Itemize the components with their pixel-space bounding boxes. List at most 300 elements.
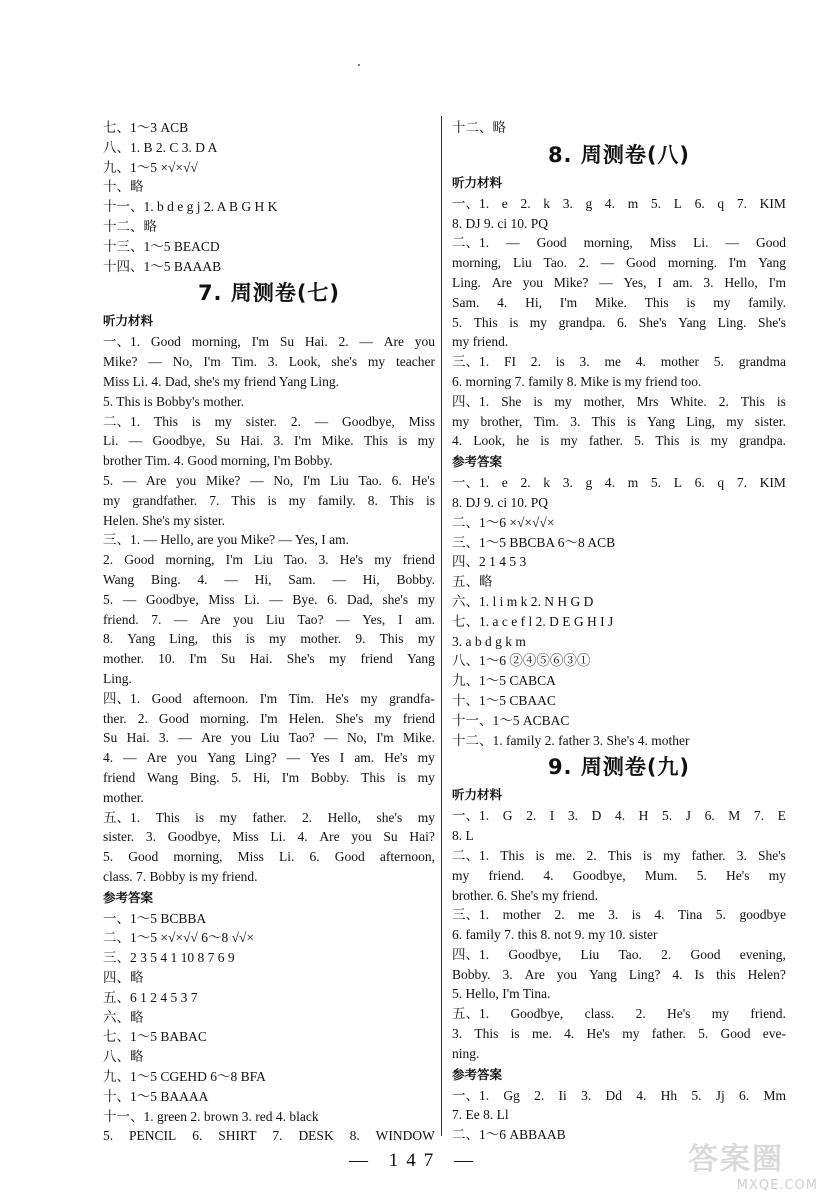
left-column [103, 118, 435, 1146]
word: you [175, 472, 197, 488]
text-line [452, 352, 786, 372]
text-line [452, 412, 786, 432]
word: Hi, [362, 571, 380, 587]
word: No, [172, 354, 193, 370]
word: my [328, 651, 347, 667]
word: Look, [288, 354, 321, 370]
word: my [417, 433, 435, 449]
text-line: brother Tim. 4. Good morning, I'm Bobby. [103, 453, 333, 469]
word: 6. [309, 849, 320, 865]
text-line [103, 610, 435, 630]
word: 五、1. [452, 1006, 490, 1022]
word: 7. [753, 808, 765, 824]
word: Goodbye, [152, 433, 206, 449]
word: 4. [614, 808, 626, 824]
word: 2. [520, 195, 531, 211]
word: family. [748, 294, 786, 310]
text-line [103, 808, 435, 828]
word: — [336, 611, 350, 627]
word: Miss [408, 413, 435, 429]
word: friend. [750, 1006, 786, 1022]
word: Liu [254, 552, 273, 568]
word: Dad, [346, 591, 373, 607]
text-line: 六、1. l i m k 2. N H G D [452, 593, 594, 609]
text-line [452, 313, 786, 333]
word: I'm [260, 710, 278, 726]
word: — [286, 750, 301, 766]
text-line: 三、1. — Hello, are you Mike? — Yes, I am. [103, 532, 349, 548]
word: Liu [260, 730, 280, 746]
word: 6. [327, 591, 338, 607]
word: He's [339, 552, 364, 568]
word: 5. [698, 1026, 709, 1042]
text-line: Helen. She's my sister. [103, 512, 226, 528]
word: — [506, 235, 520, 251]
word: my [417, 769, 435, 785]
word: 2. [578, 255, 589, 271]
text-line: 八、1～6 ②④⑤⑥③① [452, 653, 591, 669]
word: she's [331, 354, 358, 370]
word: I'm [225, 552, 244, 568]
word: my [417, 750, 435, 766]
word: Tina [677, 907, 703, 923]
word: Good [334, 849, 365, 865]
text-line: 十、略 [103, 179, 144, 195]
word: Hello, [724, 274, 758, 290]
section-heading: 参考答案 [452, 1067, 503, 1082]
word: I'm [293, 433, 312, 449]
word: mother. [300, 631, 342, 647]
word: 3. [267, 354, 278, 370]
word: 2. [530, 354, 541, 370]
word: WINDOW [375, 1128, 435, 1144]
word: He's [325, 690, 349, 706]
text-line: 十一、1. green 2. brown 3. red 4. black [103, 1108, 319, 1124]
word: is [510, 1026, 520, 1042]
word: 四、1. [452, 946, 490, 962]
word: grandma [738, 354, 786, 370]
word: 2. [554, 907, 565, 923]
word: friend [402, 710, 435, 726]
word: 3. [452, 1026, 463, 1042]
word: she's [382, 591, 409, 607]
word: is [398, 433, 408, 449]
text-line: 七、1. a c e f l 2. D E G H I J [452, 613, 614, 629]
word: Hai. [240, 433, 264, 449]
word: Good [158, 710, 189, 726]
text-line: 七、1～5 BABAC [103, 1029, 207, 1045]
section-heading: 参考答案 [103, 890, 154, 905]
text-line [103, 352, 435, 372]
word: this [212, 631, 232, 647]
text-line [103, 709, 435, 729]
word: sister. [754, 413, 786, 429]
word: 5. [103, 591, 114, 607]
word: mother, [583, 393, 625, 409]
word: Good [626, 255, 657, 271]
word: 3. [608, 907, 619, 923]
text-line [452, 473, 786, 493]
word: 6. [694, 195, 705, 211]
word: 5. [696, 867, 707, 883]
watermark-bottom: MXQE.COM [736, 1178, 818, 1193]
word: 5. [452, 314, 463, 330]
word: is [631, 907, 641, 923]
word: Yang [647, 413, 675, 429]
section-title: 8. 周测卷(八) [547, 142, 691, 167]
word: you [230, 730, 252, 746]
word: Tao. [283, 552, 308, 568]
text-line: 十三、1～5 BEACD [103, 238, 220, 254]
word: This [607, 847, 632, 863]
word: Mike. [403, 730, 435, 746]
text-line [452, 846, 786, 866]
word: 一、1. [452, 195, 490, 211]
word: morning. [199, 710, 250, 726]
word: Goodbye, [572, 867, 626, 883]
word: is [425, 492, 435, 508]
word: goodbye [739, 907, 786, 923]
word: Li. [270, 829, 286, 845]
word: grandpa. [558, 314, 606, 330]
word: 7. [209, 492, 220, 508]
word: mother. [103, 651, 144, 667]
word: friend [360, 651, 393, 667]
word: This [231, 492, 256, 508]
word: — [314, 413, 329, 429]
word: Mike. [321, 433, 354, 449]
word: — [600, 255, 615, 271]
word: 二、1. [452, 847, 490, 863]
word: This [473, 314, 498, 330]
word: Miss [237, 849, 264, 865]
word: 2. [302, 809, 313, 825]
word: mother [660, 354, 699, 370]
text-line: 八、略 [103, 1049, 144, 1065]
word: mother [502, 907, 541, 923]
word: is [540, 433, 550, 449]
text-line: class. 7. Bobby is my friend. [103, 868, 258, 884]
text-line: 五、略 [452, 574, 493, 590]
word: No, [273, 472, 294, 488]
word: is [626, 413, 636, 429]
word: — [332, 571, 346, 587]
word: 3. [158, 730, 170, 746]
word: Good [720, 1026, 751, 1042]
section-heading: 听力材料 [452, 788, 503, 803]
word: I'm [259, 690, 278, 706]
word: Su [103, 730, 118, 746]
word: q [717, 475, 725, 491]
word: Li. [279, 849, 295, 865]
text-line [103, 570, 435, 590]
word: she's [376, 809, 403, 825]
word: 2. [520, 475, 531, 491]
word: Goodbye, [341, 413, 395, 429]
word: This [591, 413, 616, 429]
word: family. [317, 492, 356, 508]
word: Tao. [618, 946, 642, 962]
word: Bobby. [310, 769, 350, 785]
text-line [103, 332, 435, 352]
word: 9. [355, 631, 366, 647]
word: Liu [266, 611, 285, 627]
word: J [685, 808, 691, 824]
word: am. [415, 611, 435, 627]
section-title: 7. 周测卷(七) [197, 281, 341, 306]
word: Mike? [553, 274, 589, 290]
word: Yang [207, 750, 236, 766]
text-line: 8. L [452, 828, 474, 844]
section-heading: 听力材料 [103, 314, 154, 329]
word: She's [638, 314, 667, 330]
word: me. [555, 847, 576, 863]
word: Mike? [103, 354, 138, 370]
text-line: 二、1～6 ABBAAB [452, 1127, 566, 1143]
word: is [642, 847, 652, 863]
word: my [417, 631, 435, 647]
text-line: 十二、略 [103, 218, 157, 234]
word: I [549, 808, 555, 824]
word: my [219, 809, 237, 825]
word: Ling? [628, 966, 661, 982]
word: He's [667, 1006, 691, 1022]
word: FI [503, 354, 516, 370]
word: morning, [452, 255, 502, 271]
word: my [268, 631, 287, 647]
word: Goodbye, [508, 946, 562, 962]
watermark-top: 答案圈 [688, 1142, 784, 1177]
text-line: 一、1～5 BCBBA [103, 910, 207, 926]
word: 三、1. [452, 907, 490, 923]
word: Ling, [686, 413, 716, 429]
word: Sam. [452, 294, 480, 310]
word: Good [151, 690, 182, 706]
word: class. [584, 1006, 615, 1022]
word: father. [691, 847, 726, 863]
word: Hi, [525, 294, 542, 310]
word: 2. [635, 1006, 646, 1022]
word: friend [103, 769, 136, 785]
word: is [396, 769, 406, 785]
word: This [740, 393, 765, 409]
word: 一、1. [103, 334, 141, 350]
word: Ling? [245, 750, 277, 766]
speck [358, 64, 360, 66]
word: Yang [589, 966, 617, 982]
text-line: 四、略 [103, 970, 144, 986]
word: Are [146, 750, 167, 766]
text-line: 十二、略 [452, 120, 506, 135]
word: is [686, 294, 696, 310]
word: L [673, 475, 682, 491]
text-line [103, 629, 435, 649]
word: This [389, 492, 414, 508]
word: me [578, 907, 595, 923]
word: sister. [245, 413, 277, 429]
word: 5. [650, 475, 662, 491]
word: — [359, 334, 373, 350]
word: my [622, 1026, 640, 1042]
text-line: 5. Hello, I'm Tina. [452, 986, 551, 1002]
word: Are [146, 472, 167, 488]
word: you [176, 750, 198, 766]
text-line [452, 431, 786, 451]
word: I [339, 750, 345, 766]
word: Goodbye, [510, 1006, 564, 1022]
word: 5. [103, 472, 114, 488]
word: KIM [759, 195, 786, 211]
text-line [452, 253, 786, 273]
word: Su [383, 829, 398, 845]
word: Ling. [717, 314, 747, 330]
word: 5. [634, 433, 645, 449]
text-line: 三、2 3 5 4 1 10 8 7 6 9 [103, 950, 235, 966]
word: my [374, 710, 392, 726]
word: 3. [581, 1087, 592, 1103]
word: 3. [579, 354, 590, 370]
word: my [374, 552, 392, 568]
word: morning. [667, 255, 718, 271]
word: 7. [736, 195, 747, 211]
word: 4. [654, 907, 665, 923]
section-heading: 参考答案 [452, 455, 503, 470]
word: Good [756, 235, 786, 251]
word: 三、1. [452, 354, 490, 370]
word: my [713, 294, 731, 310]
word: Are [491, 274, 512, 290]
text-line: 8. DJ 9. ci 10. PQ [452, 215, 549, 231]
word: 5. [691, 1087, 702, 1103]
word: me. [531, 1026, 552, 1042]
word: Tao? [297, 611, 324, 627]
word: 4. [497, 294, 508, 310]
text-line: 四、2 1 4 5 3 [452, 554, 527, 570]
word: — [599, 274, 613, 290]
text-line [452, 905, 786, 925]
word: 4. [604, 195, 616, 211]
word: G [502, 808, 513, 824]
word: m [627, 475, 639, 491]
word: 4. [635, 354, 646, 370]
word: Tao. [543, 255, 567, 271]
word: 3. [562, 475, 573, 491]
word: Mum. [644, 867, 678, 883]
word: q [717, 195, 725, 211]
word: morning, [583, 235, 633, 251]
word: you [556, 966, 578, 982]
word: e [501, 195, 508, 211]
word: — [269, 591, 283, 607]
word: Bing. [189, 769, 220, 785]
word: you [414, 334, 435, 350]
word: Yang [407, 651, 435, 667]
word: She's [286, 651, 315, 667]
word: brother, [480, 413, 523, 429]
word: my [103, 492, 121, 508]
word: I'm [768, 274, 786, 290]
word: you [233, 611, 254, 627]
word: 4. [604, 475, 616, 491]
word: — [174, 611, 188, 627]
word: L [673, 195, 682, 211]
word: 4. [543, 867, 554, 883]
word: Yes, [362, 611, 386, 627]
word: — [123, 750, 137, 766]
word: is [555, 354, 565, 370]
word: Mike? [205, 472, 241, 488]
word: Miss [232, 829, 259, 845]
word: you [351, 829, 372, 845]
word: father. [252, 809, 287, 825]
word: Yang [678, 314, 707, 330]
word: afternoon. [193, 690, 249, 706]
word: 2. [338, 334, 349, 350]
text-line [103, 412, 435, 432]
word: 8. [367, 492, 378, 508]
word: 3. [567, 808, 578, 824]
word: I'm [189, 651, 207, 667]
text-line [452, 806, 786, 826]
text-line [103, 847, 435, 867]
word: 6. [391, 472, 402, 488]
word: This [474, 1026, 499, 1042]
word: Su [279, 334, 295, 350]
word: he [516, 433, 530, 449]
text-line [452, 194, 786, 214]
word: 3. [703, 274, 714, 290]
word: Bye. [292, 591, 318, 607]
word: 二、1. [103, 413, 141, 429]
word: She [501, 393, 522, 409]
text-line [103, 768, 435, 788]
word: grandfather. [132, 492, 198, 508]
word: This [379, 631, 404, 647]
word: Hai. [126, 730, 150, 746]
text-line [452, 1024, 786, 1044]
text-line: 5. This is Bobby's mother. [103, 393, 244, 409]
word: Liu [580, 946, 600, 962]
word: 2. [586, 847, 597, 863]
word: 7. [272, 1128, 283, 1144]
word: my [560, 433, 578, 449]
text-line: Ling. [103, 670, 132, 686]
text-line: 八、1. B 2. C 3. D A [103, 139, 218, 155]
word: Good [690, 946, 721, 962]
word: 四、1. [103, 690, 141, 706]
word: 一、1. [452, 475, 490, 491]
word: Hi, [254, 571, 272, 587]
text-line: 十四、1～5 BAAAB [103, 258, 222, 274]
word: Li. [693, 235, 709, 251]
word: Jj [715, 1087, 725, 1103]
text-line [452, 233, 786, 253]
word: Wang [103, 571, 135, 587]
word: 3. [562, 195, 573, 211]
word: Goodbye, [167, 829, 221, 845]
word: my [360, 690, 378, 706]
word: friend. [103, 611, 139, 627]
word: Ling. [452, 274, 481, 290]
text-line: 十一、1. b d e g j 2. A B G H K [103, 199, 278, 215]
word: KIM [759, 475, 786, 491]
word: He's [411, 472, 435, 488]
word: Miss [208, 591, 235, 607]
word: 4. [672, 966, 683, 982]
text-line [452, 1004, 786, 1024]
word: 6. [694, 475, 705, 491]
word: H [638, 808, 649, 824]
